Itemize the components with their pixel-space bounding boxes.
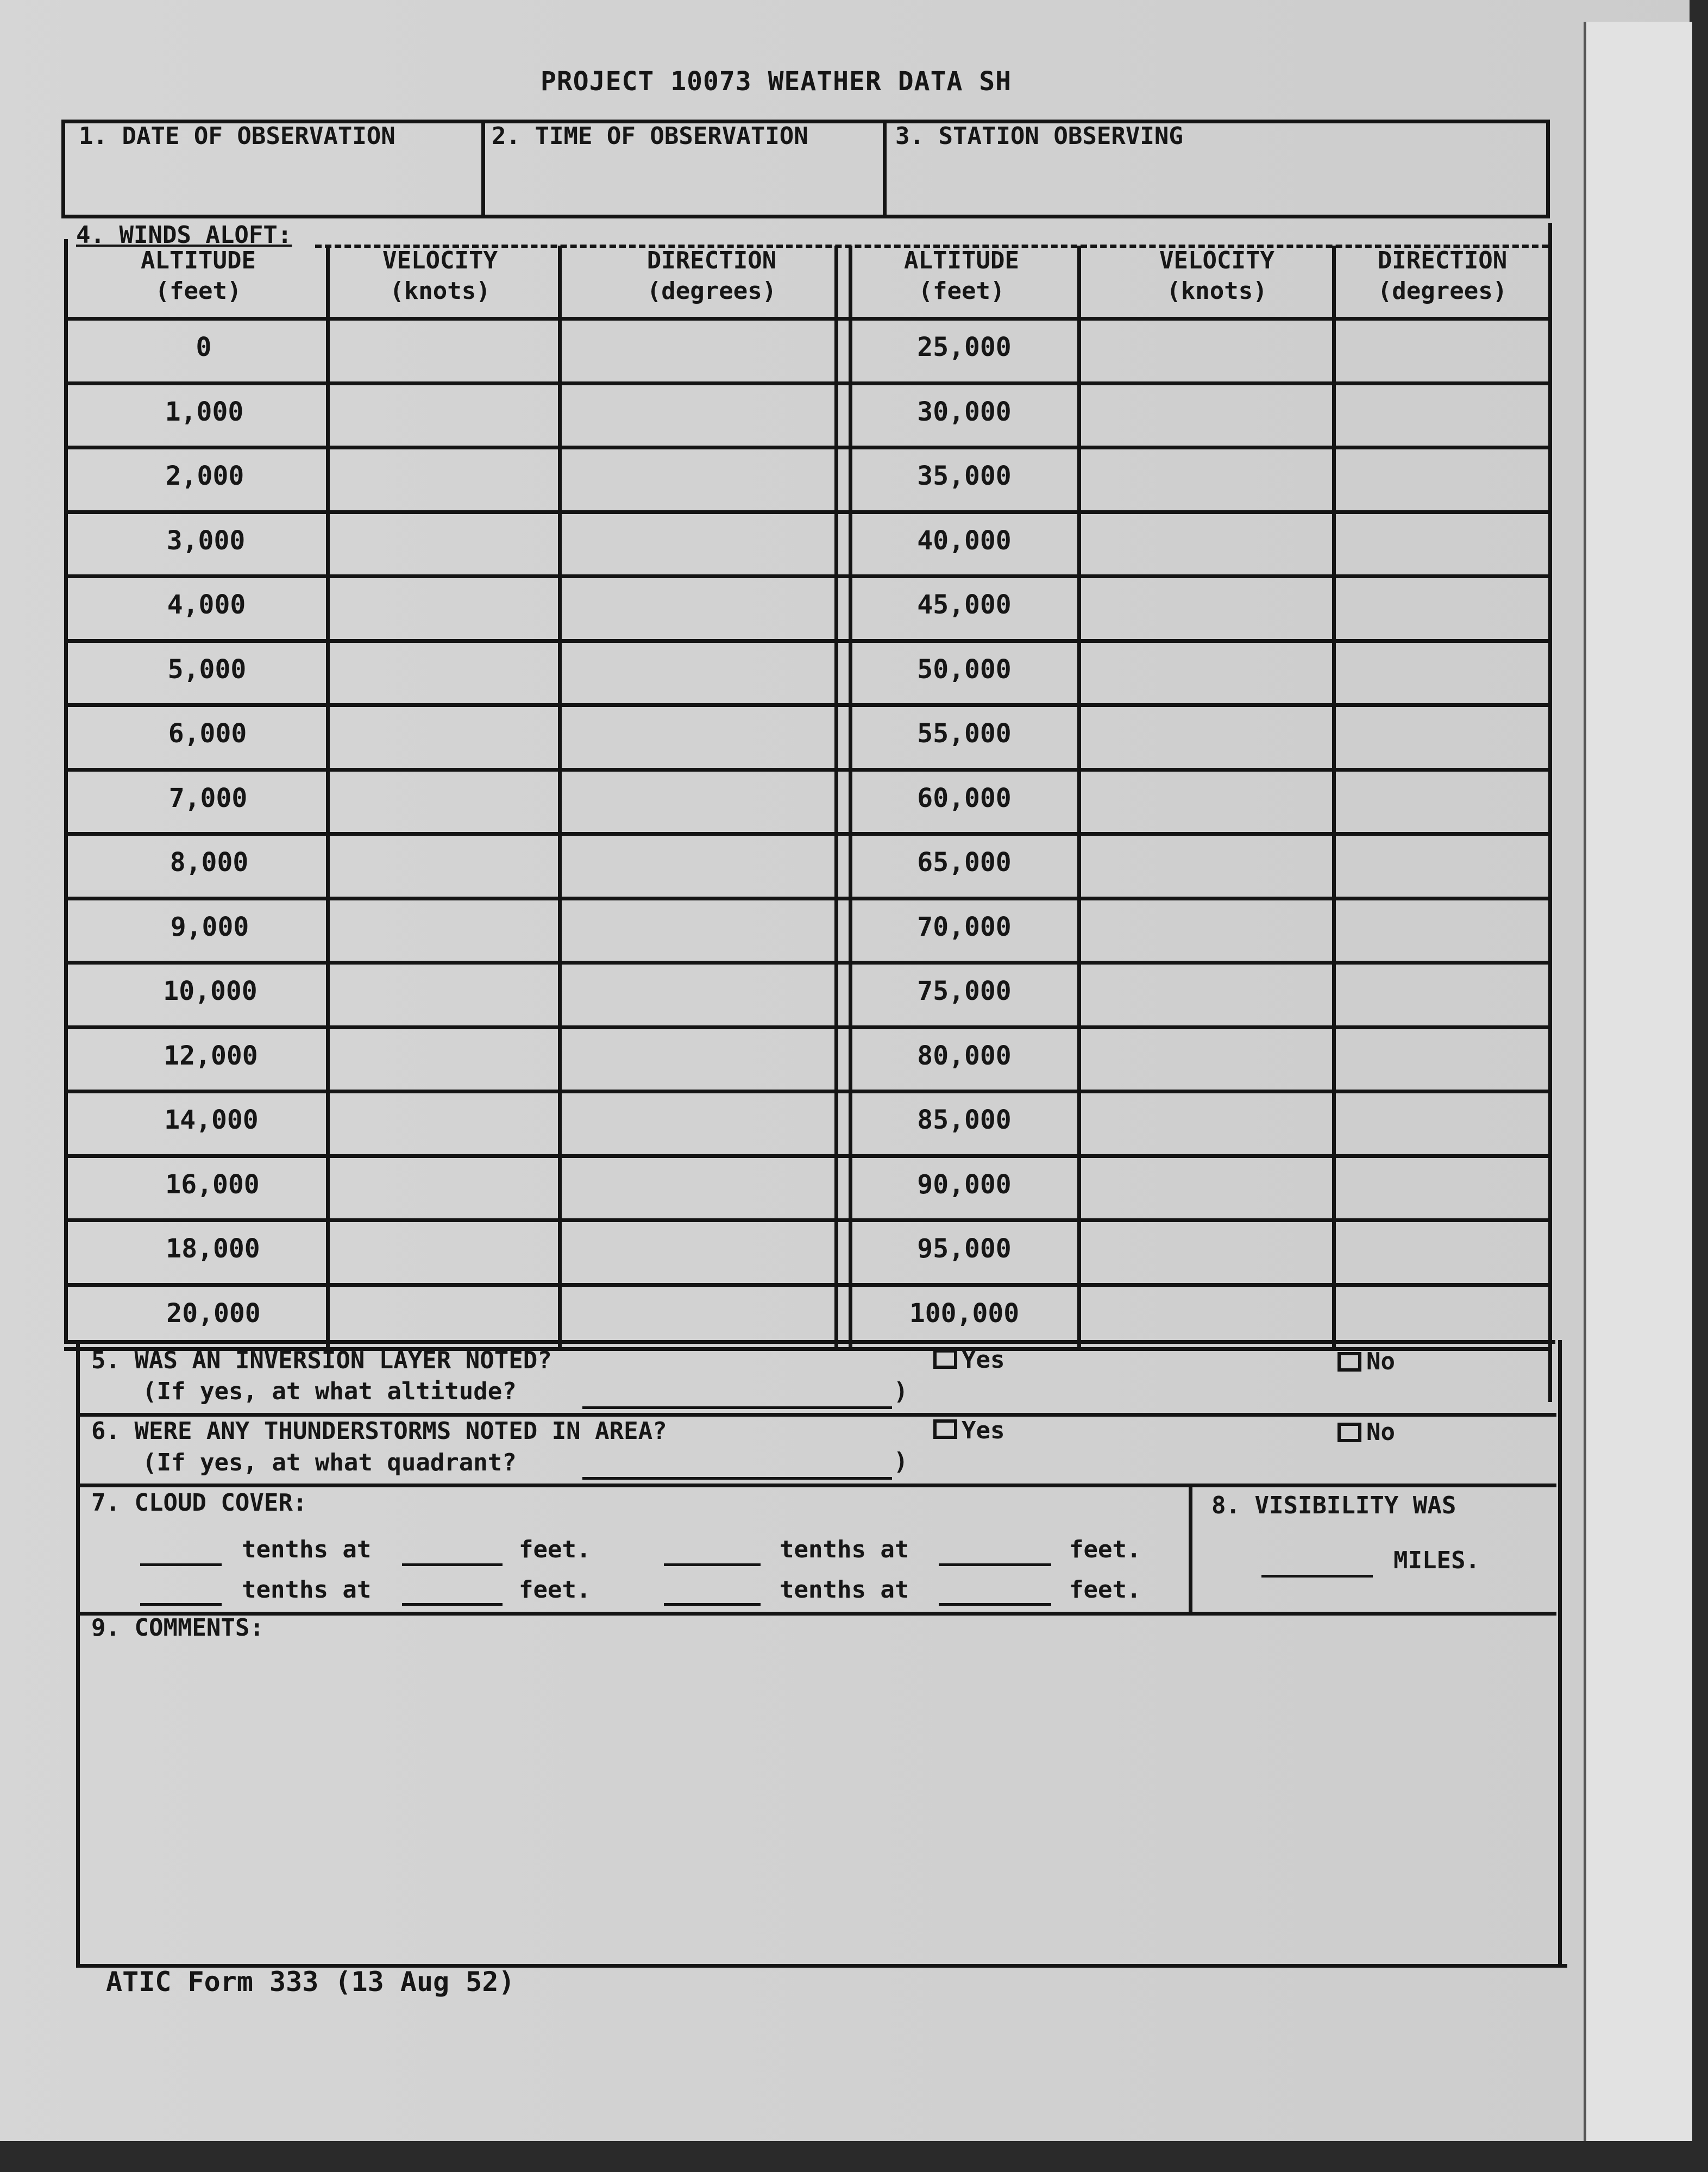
altitude-left-cell: 8,000 [169,847,249,878]
table-right-border [1548,223,1552,1402]
direction-right-input[interactable] [1334,901,1548,955]
q6-yes-checkbox[interactable] [933,1419,957,1439]
q7-tenths-label: tenths at [242,1536,372,1563]
q5-altitude-blank[interactable] [582,1406,892,1409]
altitude-left-cell: 18,000 [166,1234,260,1264]
direction-left-input[interactable] [565,708,831,762]
velocity-left-input[interactable] [331,901,554,955]
table-row-rule [64,703,1552,707]
q5-followup: (If yes, at what altitude? [142,1378,517,1405]
direction-right-input[interactable] [1334,1159,1548,1213]
altitude-right-cell: 35,000 [917,461,1012,491]
table-column-rule [834,246,838,1350]
q7-tenths-blank[interactable] [140,1563,222,1566]
velocity-right-input[interactable] [1078,708,1326,762]
direction-right-input[interactable] [1334,836,1548,891]
q7-feet-label: feet. [519,1576,591,1604]
table-row-rule [64,1025,1552,1029]
station-observing-label: 3. STATION OBSERVING [895,122,1183,150]
altitude-left-cell: 10,000 [163,976,258,1006]
table-row-rule [64,768,1552,772]
q7-top-rule [76,1484,1556,1487]
velocity-left-input[interactable] [331,1159,554,1213]
winds-aloft-label: 4. WINDS ALOFT: [76,221,292,249]
direction-right-input[interactable] [1334,450,1548,504]
table-row-rule [64,1283,1552,1287]
direction-left-input[interactable] [565,1287,831,1342]
velocity-left-input[interactable] [331,1287,554,1342]
altitude-left-cell: 9,000 [170,912,249,942]
velocity-left-input[interactable] [331,1094,554,1148]
direction-left-input[interactable] [565,1223,831,1277]
q6-close-paren: ) [894,1448,908,1475]
altitude-left-cell: 7,000 [168,783,248,813]
altitude-right-cell: 65,000 [917,847,1012,878]
direction-right-input[interactable] [1334,1287,1548,1342]
direction-right-input[interactable] [1334,965,1548,1019]
velocity-left-input[interactable] [331,708,554,762]
page-edge-strip [1584,22,1692,2141]
velocity-left-input[interactable] [331,836,554,891]
q6-quadrant-blank[interactable] [582,1477,892,1480]
table-row-rule [64,639,1552,643]
altitude-left-cell: 14,000 [164,1105,259,1135]
velocity-left-input[interactable] [331,579,554,633]
q5-no-label: No [1366,1348,1395,1375]
q6-question: 6. WERE ANY THUNDERSTORMS NOTED IN AREA? [91,1417,667,1445]
header-divider [481,120,485,218]
altitude-right-cell: 40,000 [917,525,1012,556]
q7-tenths-label: tenths at [780,1536,909,1563]
altitude-left-cell: 4,000 [167,590,246,620]
direction-left-input[interactable] [565,1159,831,1213]
altitude-right-cell: 80,000 [917,1041,1012,1071]
q6-followup: (If yes, at what quadrant? [142,1449,517,1476]
q9-left-border [76,1340,80,1968]
altitude-right-cell: 75,000 [917,976,1012,1006]
q7-q8-divider [1189,1484,1192,1614]
col-altitude-right: ALTITUDE (feet) [904,247,1019,305]
velocity-left-input[interactable] [331,772,554,827]
direction-right-input[interactable] [1334,1223,1548,1277]
altitude-left-cell: 3,000 [166,525,246,556]
col-velocity-left: VELOCITY (knots) [382,247,498,305]
q6-no-label: No [1366,1418,1395,1446]
altitude-left-cell: 5,000 [167,654,247,685]
q6-top-rule [76,1413,1556,1417]
altitude-right-cell: 55,000 [917,718,1012,749]
altitude-left-cell: 12,000 [164,1041,258,1071]
q7-tenths-label: tenths at [780,1576,909,1604]
direction-left-input[interactable] [565,515,831,569]
q9-right-border [1558,1340,1562,1968]
table-header-rule [64,317,1552,321]
velocity-left-input[interactable] [331,1030,554,1084]
table-row-rule [64,510,1552,514]
direction-left-input[interactable] [565,643,831,698]
q8-label: 8. VISIBILITY WAS [1211,1492,1456,1519]
velocity-right-input[interactable] [1078,450,1326,504]
col-direction-left: DIRECTION (degrees) [646,247,777,305]
q6-yes-label: Yes [962,1417,1005,1444]
col-direction-right: DIRECTION (degrees) [1377,247,1508,305]
q5-no-checkbox[interactable] [1337,1352,1361,1372]
velocity-right-input[interactable] [1078,1287,1326,1342]
table-column-rule [849,246,852,1350]
time-of-observation-label: 2. TIME OF OBSERVATION [492,122,808,150]
direction-left-input[interactable] [565,579,831,633]
table-row-rule [64,897,1552,900]
direction-right-input[interactable] [1334,1030,1548,1084]
q7-tenths-blank[interactable] [664,1563,761,1566]
altitude-right-cell: 50,000 [917,654,1012,685]
q7-feet-label: feet. [1069,1536,1141,1563]
velocity-right-input[interactable] [1078,1223,1326,1277]
direction-left-input[interactable] [565,386,831,440]
direction-left-input[interactable] [565,836,831,891]
table-column-rule [326,246,330,1350]
q7-tenths-label: tenths at [242,1576,372,1604]
q7-tenths-blank[interactable] [140,1603,222,1606]
q5-yes-checkbox[interactable] [933,1349,957,1369]
velocity-left-input[interactable] [331,965,554,1019]
direction-right-input[interactable] [1334,772,1548,827]
altitude-right-cell: 90,000 [917,1169,1012,1200]
table-row-rule [64,961,1552,965]
velocity-right-input[interactable] [1078,901,1326,955]
altitude-left-cell: 1,000 [165,397,244,427]
form-title: PROJECT 10073 WEATHER DATA SH [541,66,1012,97]
altitude-right-cell: 60,000 [917,783,1012,813]
col-velocity-right: VELOCITY (knots) [1159,247,1274,305]
direction-right-input[interactable] [1334,579,1548,633]
altitude-left-cell: 20,000 [166,1298,261,1329]
velocity-left-input[interactable] [331,321,554,375]
direction-right-input[interactable] [1334,386,1548,440]
velocity-left-input[interactable] [331,450,554,504]
direction-left-input[interactable] [565,450,831,504]
table-row-rule [64,574,1552,578]
direction-left-input[interactable] [565,1030,831,1084]
direction-right-input[interactable] [1334,321,1548,375]
table-row-rule [64,1218,1552,1222]
altitude-right-cell: 30,000 [917,397,1012,427]
q5-question: 5. WAS AN INVERSION LAYER NOTED? [91,1347,552,1374]
velocity-right-input[interactable] [1078,386,1326,440]
direction-left-input[interactable] [565,901,831,955]
velocity-right-input[interactable] [1078,1030,1326,1084]
altitude-right-cell: 85,000 [917,1105,1012,1135]
table-row-rule [64,1154,1552,1158]
altitude-right-cell: 25,000 [917,332,1012,362]
velocity-right-input[interactable] [1078,321,1326,375]
altitude-right-cell: 95,000 [917,1234,1012,1264]
date-of-observation-label: 1. DATE OF OBSERVATION [79,122,395,150]
q5-yes-label: Yes [962,1346,1005,1374]
velocity-right-input[interactable] [1078,1094,1326,1148]
q6-no-checkbox[interactable] [1337,1423,1361,1442]
q7-feet-blank[interactable] [402,1603,503,1606]
q7-label: 7. CLOUD COVER: [91,1489,307,1517]
q8-unit: MILES. [1393,1547,1480,1574]
table-row-rule [64,381,1552,385]
velocity-right-input[interactable] [1078,1159,1326,1213]
q5-close-paren: ) [894,1378,908,1405]
direction-right-input[interactable] [1334,1094,1548,1148]
table-row-rule [64,446,1552,449]
velocity-right-input[interactable] [1078,643,1326,698]
velocity-right-input[interactable] [1078,836,1326,891]
altitude-right-cell: 70,000 [917,912,1012,942]
table-row-rule [64,1090,1552,1093]
direction-right-input[interactable] [1334,708,1548,762]
col-altitude-left: ALTITUDE (feet) [141,247,256,305]
velocity-left-input[interactable] [331,643,554,698]
altitude-left-cell: 0 [196,332,212,362]
table-row-rule [64,832,1552,836]
altitude-left-cell: 16,000 [165,1169,260,1200]
velocity-right-input[interactable] [1078,579,1326,633]
form-footer: ATIC Form 333 (13 Aug 52) [106,1966,515,1998]
direction-right-input[interactable] [1334,643,1548,698]
q7-feet-label: feet. [1069,1576,1141,1604]
altitude-right-cell: 45,000 [917,590,1012,620]
velocity-right-input[interactable] [1078,515,1326,569]
table-left-border [64,239,68,1342]
altitude-left-cell: 6,000 [168,718,247,749]
q9-top-rule [76,1612,1556,1616]
direction-left-input[interactable] [565,321,831,375]
velocity-left-input[interactable] [331,1223,554,1277]
direction-left-input[interactable] [565,965,831,1019]
velocity-right-input[interactable] [1078,772,1326,827]
direction-left-input[interactable] [565,772,831,827]
q8-visibility-blank[interactable] [1261,1575,1373,1578]
q7-tenths-blank[interactable] [664,1603,761,1606]
altitude-right-cell: 100,000 [909,1298,1020,1329]
direction-right-input[interactable] [1334,515,1548,569]
q7-feet-blank[interactable] [939,1603,1051,1606]
altitude-left-cell: 2,000 [165,461,244,491]
table-column-rule [558,246,562,1350]
q7-feet-blank[interactable] [402,1563,503,1566]
comments-area[interactable] [81,1652,1554,1959]
velocity-left-input[interactable] [331,515,554,569]
q7-feet-blank[interactable] [939,1563,1051,1566]
header-divider [883,120,887,218]
q7-feet-label: feet. [519,1536,591,1563]
q9-label: 9. COMMENTS: [91,1614,264,1642]
q5-top-rule [64,1340,1555,1344]
velocity-right-input[interactable] [1078,965,1326,1019]
direction-left-input[interactable] [565,1094,831,1148]
velocity-left-input[interactable] [331,386,554,440]
